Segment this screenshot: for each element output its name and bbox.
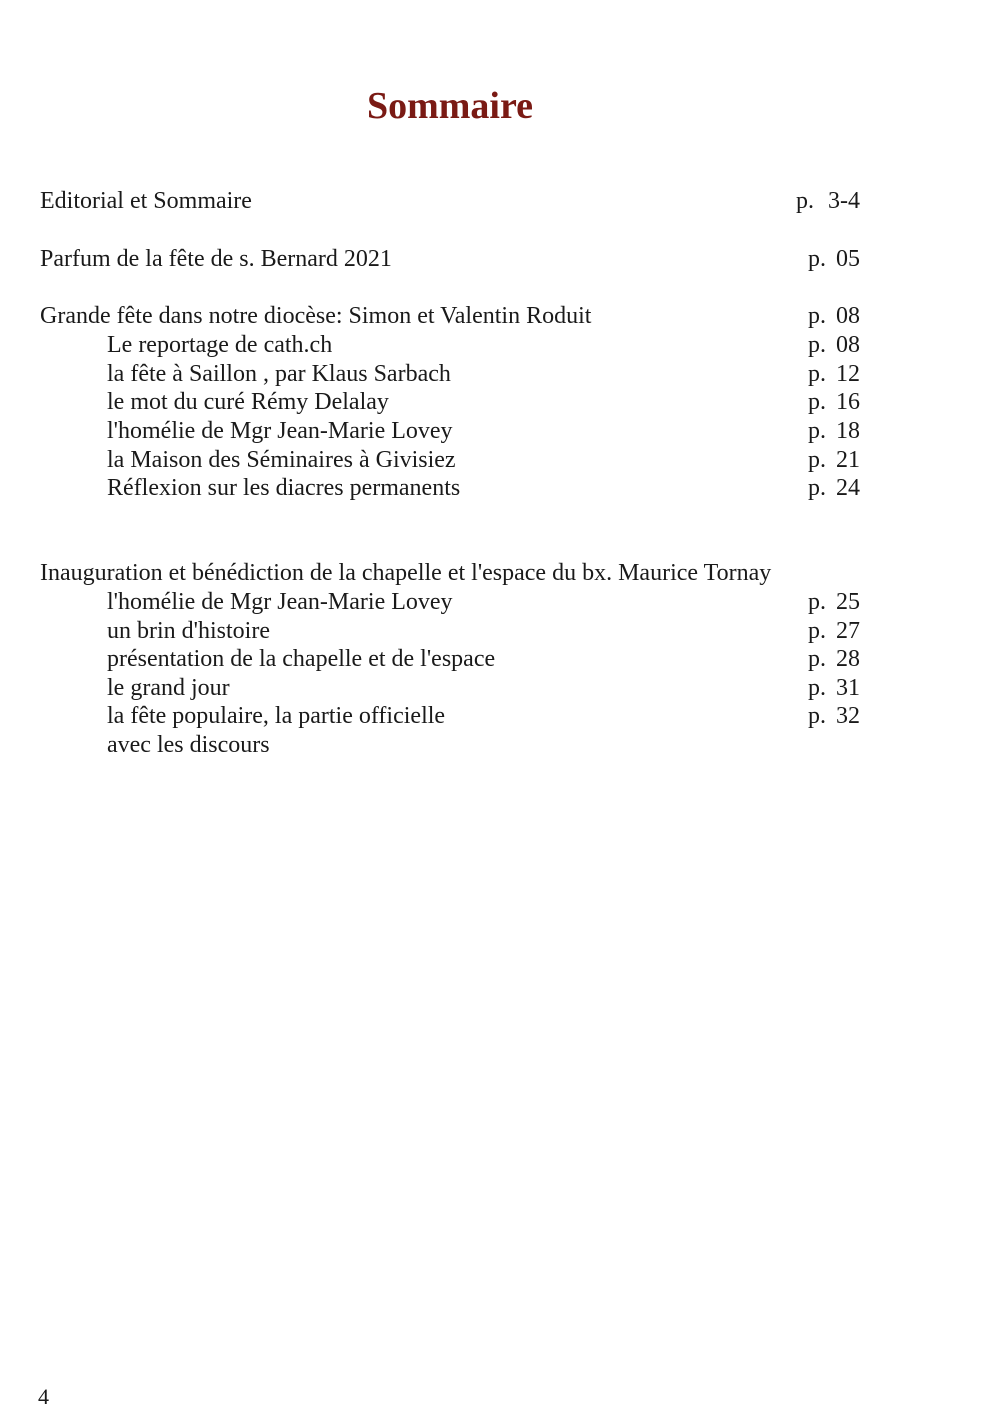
toc-subentry: [107, 446, 860, 475]
toc-entry-label: Grande fête dans notre diocèse: Simon et Valentin Roduit: [40, 303, 592, 329]
toc-subentry: [107, 645, 860, 674]
page-number-ref: 18: [836, 418, 860, 444]
page-number: 4: [38, 1384, 49, 1409]
toc-entry-label: la Maison des Séminaires à Givisiez: [107, 447, 456, 473]
toc-entry-label: la fête populaire, la partie officielle: [107, 703, 446, 729]
page-prefix: p.: [808, 246, 826, 272]
page-number-ref: 28: [836, 646, 860, 672]
page-prefix: p.: [808, 675, 826, 701]
toc-entry-label: Le reportage de cath.ch: [107, 332, 333, 358]
page-number-ref: 3-4: [828, 188, 860, 214]
toc-subentry: [107, 731, 860, 760]
toc-entry-page: [796, 187, 860, 216]
page-number-ref: 31: [836, 675, 860, 701]
page-prefix: p.: [808, 646, 826, 672]
toc-entry-label: présentation de la chapelle et de l'espace: [107, 646, 496, 672]
toc-subentry: [107, 331, 860, 360]
toc-entry-label: le grand jour: [107, 675, 230, 701]
page-number-ref: 08: [836, 332, 860, 358]
page-prefix: p.: [808, 389, 826, 415]
toc-subentry: [107, 588, 860, 617]
toc-entry: [40, 302, 860, 331]
toc-subentry: [107, 388, 860, 417]
toc-subentry: [107, 360, 860, 389]
page-number-ref: 27: [836, 618, 860, 644]
toc-entry-label: la fête à Saillon , par Klaus Sarbach: [107, 361, 451, 387]
toc-entry-page: [808, 674, 860, 703]
toc-entry-page: [808, 417, 860, 446]
toc-entry-label: un brin d'histoire: [107, 618, 270, 644]
page-prefix: p.: [808, 475, 826, 501]
page-prefix: p.: [808, 447, 826, 473]
page-number-ref: 08: [836, 303, 860, 329]
toc-entry-page: [808, 245, 860, 274]
page-prefix: p.: [808, 703, 826, 729]
toc-entry: [40, 187, 860, 216]
toc-subentry: [107, 702, 860, 731]
toc-entry-page: [808, 360, 860, 389]
toc-entry-page: [808, 617, 860, 646]
toc-entry-label: le mot du curé Rémy Delalay: [107, 389, 389, 415]
toc-entry-page: [808, 645, 860, 674]
toc-subentry: [107, 674, 860, 703]
page-number-ref: 25: [836, 589, 860, 615]
page-number-ref: 12: [836, 361, 860, 387]
toc-entry-page: [808, 331, 860, 360]
toc-entry-label: avec les discours: [107, 732, 270, 758]
page-number-ref: 05: [836, 246, 860, 272]
page-prefix: p.: [796, 188, 814, 214]
toc-entry-label: Inauguration et bénédiction de la chapelle et l'espace du bx. Maurice Tornay: [40, 560, 772, 586]
toc-entry-label: l'homélie de Mgr Jean-Marie Lovey: [107, 589, 453, 615]
toc-entry-label: l'homélie de Mgr Jean-Marie Lovey: [107, 418, 453, 444]
toc-entry: [40, 245, 860, 274]
page-prefix: p.: [808, 361, 826, 387]
toc-subentry: [107, 417, 860, 446]
page-title: Sommaire: [366, 85, 534, 127]
page-prefix: p.: [808, 418, 826, 444]
toc-subentry: [107, 474, 860, 503]
toc-entry-label: Editorial et Sommaire: [40, 188, 252, 214]
page-number-ref: 21: [836, 447, 860, 473]
page-prefix: p.: [808, 332, 826, 358]
toc-entry: [40, 559, 860, 588]
page-prefix: p.: [808, 618, 826, 644]
toc-entry-page: [808, 702, 860, 731]
page-prefix: p.: [808, 303, 826, 329]
toc-entry-label: Réflexion sur les diacres permanents: [107, 475, 461, 501]
toc-entry-page: [808, 588, 860, 617]
toc-entry-label: Parfum de la fête de s. Bernard 2021: [40, 246, 392, 272]
toc-subentry: [107, 617, 860, 646]
toc-entry-page: [808, 302, 860, 331]
page-number-ref: 16: [836, 389, 860, 415]
page-number-ref: 24: [836, 475, 860, 501]
page-number-ref: 32: [836, 703, 860, 729]
toc-entry-page: [808, 446, 860, 475]
page-prefix: p.: [808, 589, 826, 615]
toc-entry-page: [808, 388, 860, 417]
toc-entry-page: [808, 474, 860, 503]
